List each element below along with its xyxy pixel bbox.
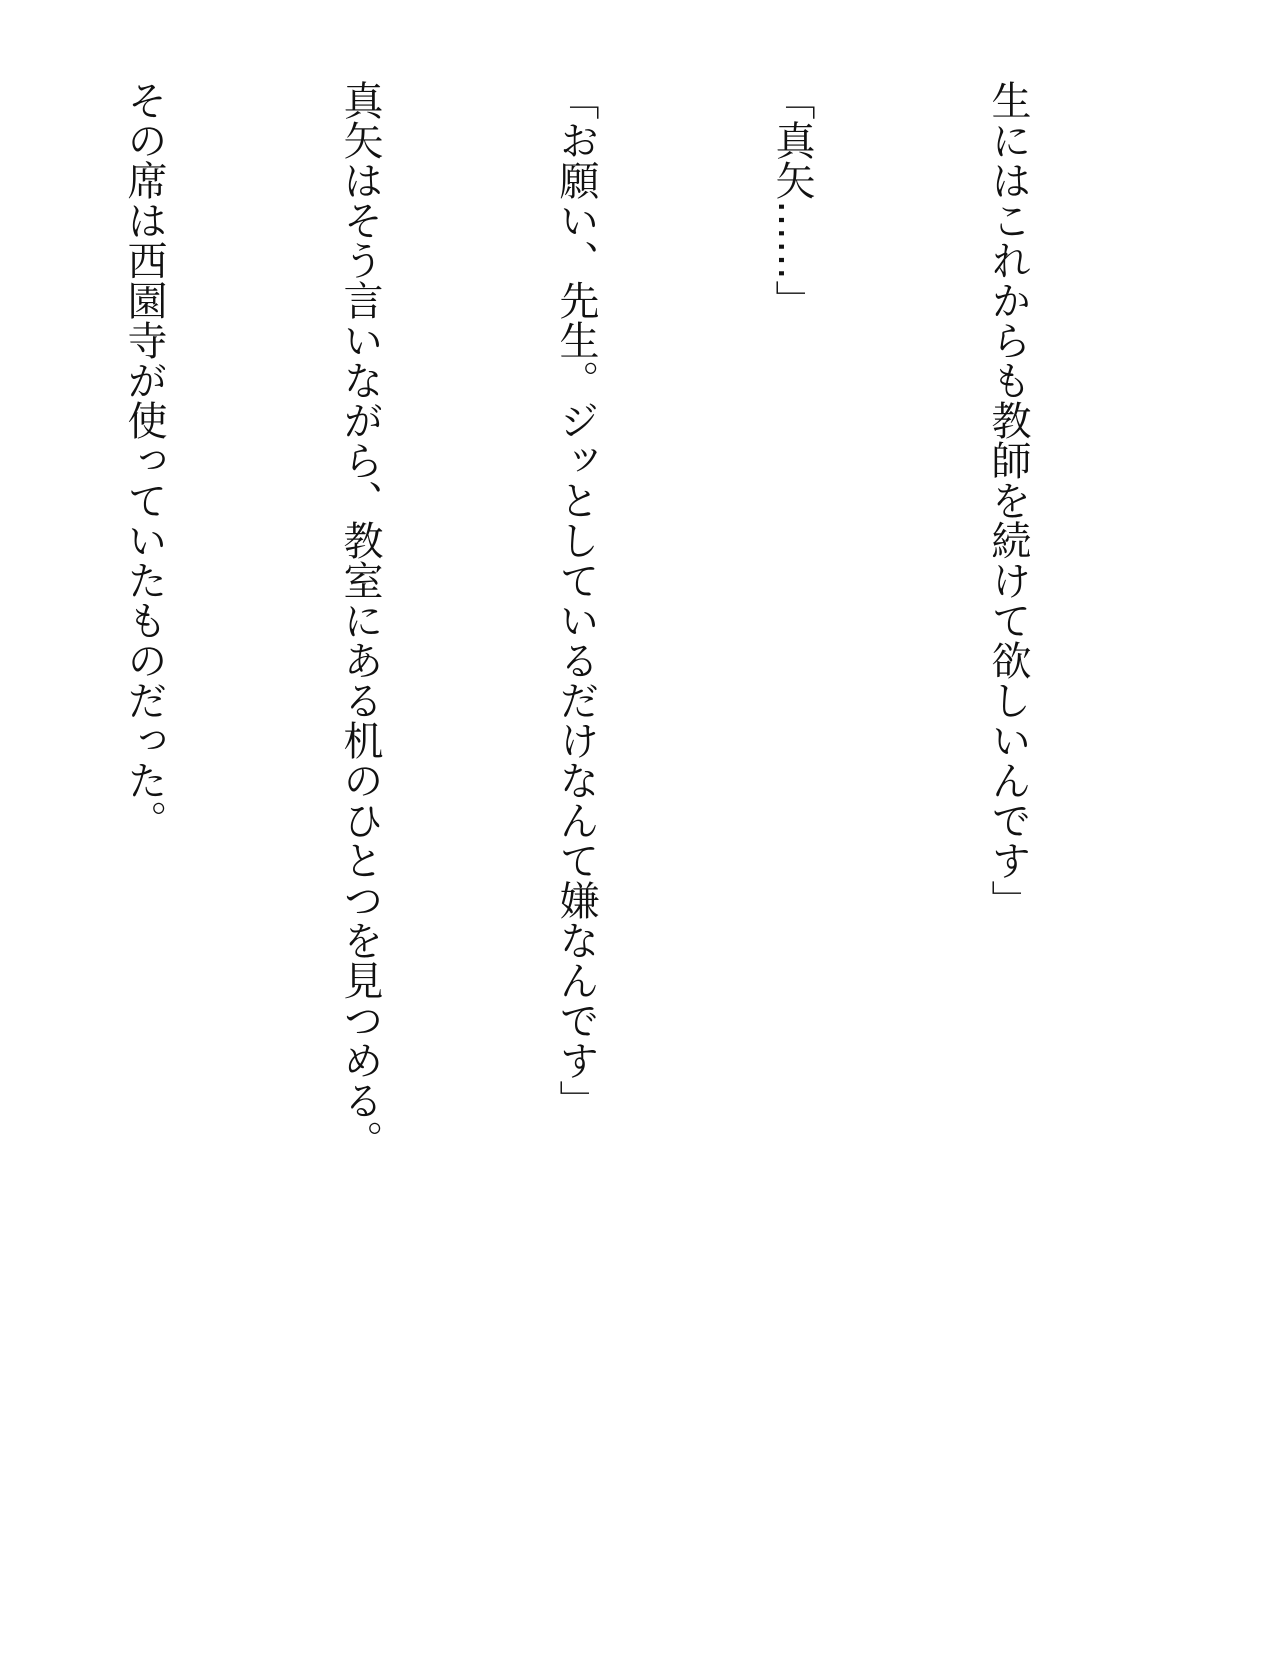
text-line: 生にはこれからも教師を続けて欲しいんです」 bbox=[985, 80, 1031, 920]
text-line: 「真矢……」 bbox=[769, 80, 815, 320]
vertical-text-body bbox=[0, 80, 1188, 1600]
text-line: 真矢はそう言いながら、教室にある机のひとつを見つめる。 bbox=[337, 80, 383, 1160]
text-line: その席は西園寺が使っていたものだった。 bbox=[121, 80, 167, 840]
text-line: 「お願い、先生。ジッとしているだけなんて嫌なんです」 bbox=[553, 80, 599, 1120]
